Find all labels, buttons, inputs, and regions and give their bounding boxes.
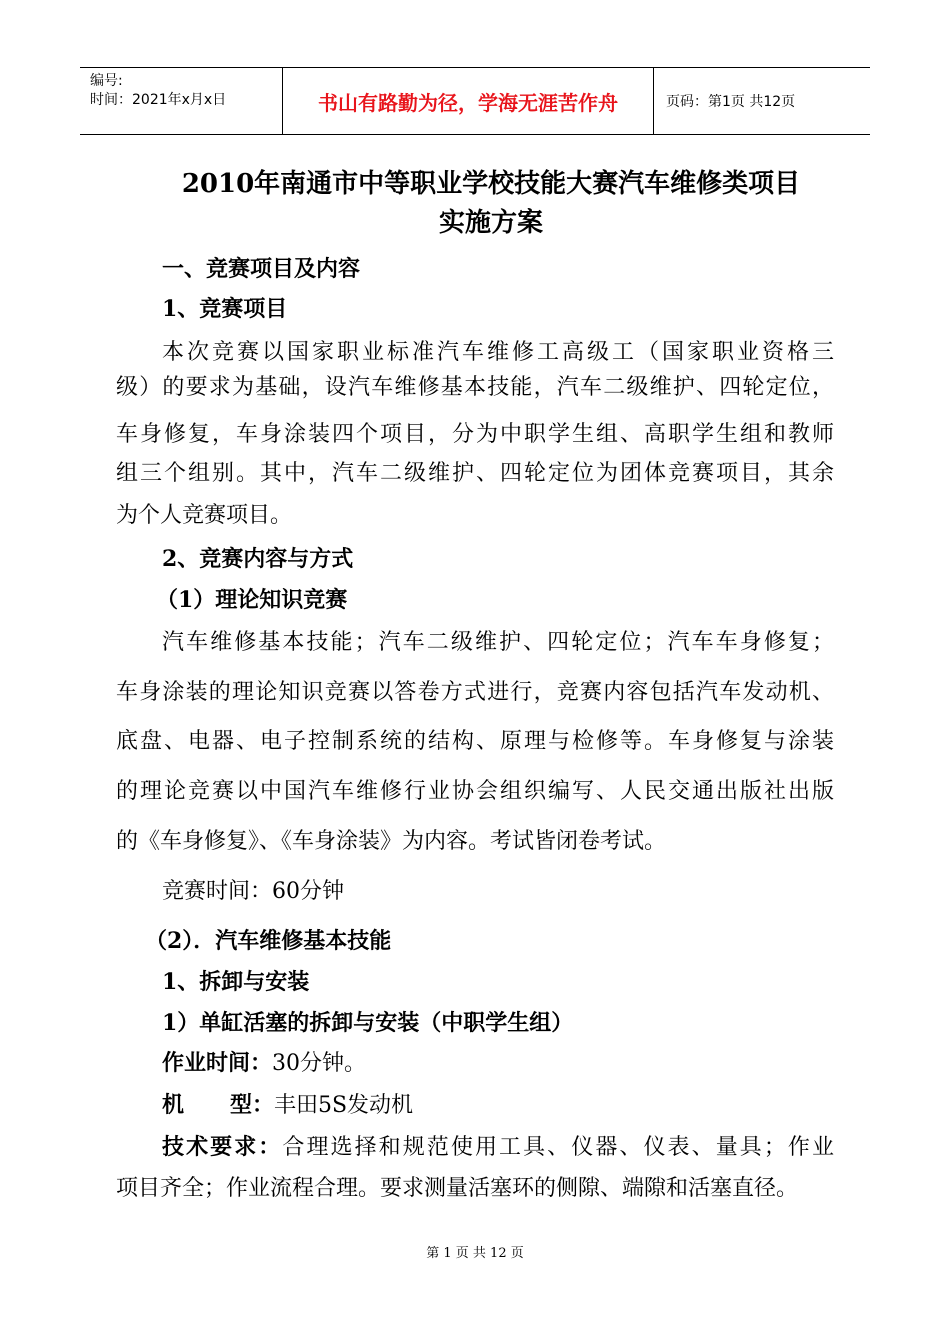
time-label: 时间：2021年x月x日 xyxy=(90,92,227,108)
paragraph-line: 本次竞赛以国家职业标准汽车维修工高级工（国家职业资格三 xyxy=(162,340,834,365)
tech-value: 合理选择和规范使用工具、仪器、仪表、量具；作业 xyxy=(282,1135,834,1160)
header-page-info: 页码：第1页 共12页 xyxy=(666,94,796,110)
number-label: 编号: xyxy=(90,73,123,89)
paragraph-line: 项目齐全；作业流程合理。要求测量活塞环的侧隙、端隙和活塞直径。 xyxy=(116,1176,799,1201)
document-title-line2: 实施方案 xyxy=(438,208,543,238)
paragraph-line: 级）的要求为基础，设汽车维修基本技能，汽车二级维护、四轮定位， xyxy=(116,375,834,400)
subsection-heading: 1、拆卸与安装 xyxy=(162,969,310,995)
paragraph-line: 车身修复，车身涂装四个项目，分为中职学生组、高职学生组和教师 xyxy=(116,422,834,447)
document-header xyxy=(80,67,870,135)
page-footer: 第 1 页 共 12 页 xyxy=(426,1246,524,1261)
paragraph-line: 车身涂装的理论知识竞赛以答卷方式进行，竞赛内容包括汽车发动机、 xyxy=(116,680,834,705)
subsection-heading: 2、竞赛内容与方式 xyxy=(162,546,354,572)
paragraph-line: 组三个组别。其中，汽车二级维护、四轮定位为团体竞赛项目，其余 xyxy=(116,461,834,486)
work-time-label: 作业时间： xyxy=(162,1050,273,1076)
item-heading: （1）理论知识竞赛 xyxy=(156,587,348,613)
model-label: 机 型： xyxy=(162,1092,274,1118)
tech-line xyxy=(162,1132,834,1163)
paragraph-line: 底盘、电器、电子控制系统的结构、原理与检修等。车身修复与涂装 xyxy=(116,729,834,754)
section-heading: 一、竞赛项目及内容 xyxy=(162,256,361,282)
paragraph-line: 的《车身修复》、《车身涂装》为内容。考试皆闭卷考试。 xyxy=(116,829,667,854)
subsection-heading: 1、竞赛项目 xyxy=(162,296,288,322)
model-line xyxy=(162,1090,413,1121)
work-time-line xyxy=(162,1048,366,1079)
paragraph-line: 汽车维修基本技能；汽车二级维护、四轮定位；汽车车身修复； xyxy=(162,630,834,655)
work-time-value: 30分钟。 xyxy=(272,1051,367,1076)
document-title-line1: 2010年南通市中等职业学校技能大赛汽车维修类项目 xyxy=(181,169,801,199)
task-heading: 1）单缸活塞的拆卸与安装（中职学生组） xyxy=(162,1010,574,1036)
duration-line: 竞赛时间：60分钟 xyxy=(162,879,344,904)
item-heading: （2）．汽车维修基本技能 xyxy=(145,928,392,954)
model-value: 丰田5S发动机 xyxy=(273,1093,414,1118)
paragraph-line: 的理论竞赛以中国汽车维修行业协会组织编写、人民交通出版社出版 xyxy=(116,779,834,804)
header-meta xyxy=(80,68,282,134)
tech-label: 技术要求： xyxy=(162,1134,283,1160)
header-motto: 书山有路勤为径，学海无涯苦作舟 xyxy=(282,68,654,134)
paragraph-line: 为个人竞赛项目。 xyxy=(116,503,293,528)
